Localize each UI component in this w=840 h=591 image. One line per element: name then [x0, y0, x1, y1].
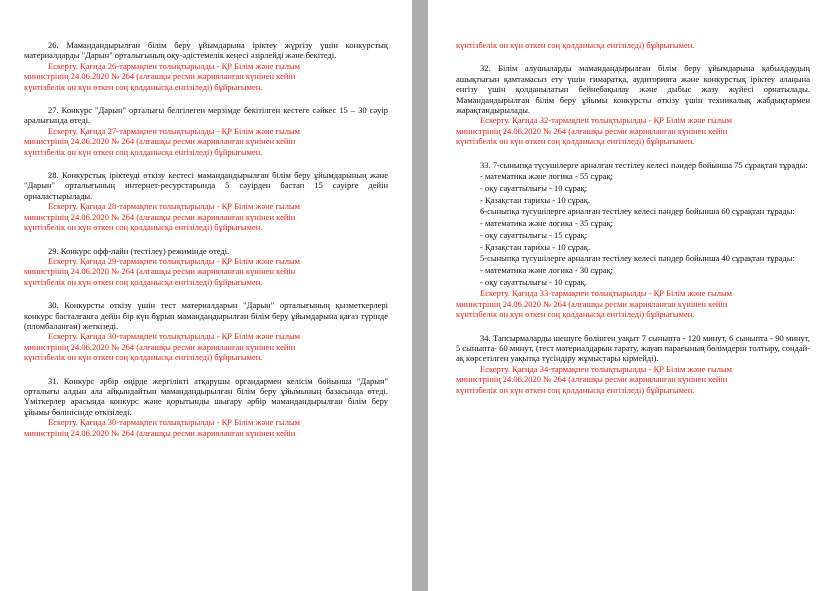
paragraph-text: 26. Мамандандырылған білім беру ұйымдарына іріктеу жүргізу үшін конкурстық материалдарды "Дарын" орталығының оқу-әдістемелік кеңесі әзірлейді және бекітеді.: [24, 40, 388, 61]
note-line: күнтізбелік он күн өткен соң қолданысқа енгізіледі) бұйрығымен.: [456, 384, 695, 395]
note-line: министрінің 24.06.2020 № 264 (алғашқы ресми жарияланған күнінен кейін: [24, 136, 296, 147]
amendment-note: [456, 288, 810, 319]
amendment-note: [24, 201, 388, 232]
right-page: [428, 0, 840, 591]
note-line: Ескерту. Қағида 34-тармақпен толықтырылды - ҚР Білім және ғылым: [480, 363, 733, 374]
note-line: Ескерту. Қағида 26-тармақпен толықтырылды - ҚР Білім және ғылым: [48, 60, 301, 71]
paragraph-text: 6-сыныпқа түсушілерге арналған тестілеу келесі пәндер бойынша 60 сұрақтан тұрады:: [480, 206, 795, 217]
amendment-note: [24, 331, 388, 362]
list-item: - Қазақстан тарихы - 10 сұрақ.: [480, 194, 591, 205]
note-line: күнтізбелік он күн өткен соң қолданысқа енгізіледі) бұйрығымен.: [456, 309, 695, 320]
paragraph-31: [24, 376, 388, 438]
note-line: Ескерту. Қағида 29-тармақпен толықтырылды - ҚР Білім және ғылым: [48, 255, 301, 266]
list-item: - оқу сауаттылығы - 10 сұрақ;: [480, 183, 588, 194]
amendment-note: [24, 126, 388, 157]
paragraph-text: 29. Конкурс офф-лайн (тестілеу) режимінде өтеді.: [48, 245, 230, 256]
amendment-note: [456, 115, 810, 146]
note-line: күнтізбелік он күн өткен соң қолданысқа енгізіледі) бұйрығымен.: [24, 146, 263, 157]
note-line: күнтізбелік он күн өткен соң қолданысқа енгізіледі) бұйрығымен.: [456, 136, 695, 147]
paragraph-text: 34. Тапсырмаларды шешуге бөлінген уақыт 7 сыныпта - 120 минут, 6 сыныпта - 90 минут, 5 сыныпта- 60 минут, (тест материалдарын тарату, жауап парағының бөлімдерін толтыру, сондай-ақ көрсетілген уақытқа түсіндіру жұмыстары кірмейді).: [456, 332, 811, 364]
list-item: - математика және логика - 35 сұрақ;: [480, 218, 613, 229]
paragraph-32: [456, 63, 810, 146]
amendment-note: [456, 364, 810, 395]
amendment-note: [24, 417, 388, 438]
note-line: министрінің 24.06.2020 № 264 (алғашқы ресми жарияланған күнінен кейін: [24, 266, 296, 277]
note-line: күнтізбелік он күн өткен соң қолданысқа енгізіледі) бұйрығымен.: [24, 81, 263, 92]
note-line: министрінің 24.06.2020 № 264 (алғашқы ресми жарияланған күнінен кейін: [24, 211, 296, 222]
paragraph-text: 5-сыныпқа түсушілерге арналған тестілеу келесі пәндер бойынша 40 сұрақтан тұрады:: [480, 253, 795, 264]
carry-over-note: [456, 40, 810, 50]
note-line: министрінің 24.06.2020 № 264 (алғашқы ресми жарияланған күнінен кейін: [24, 341, 296, 352]
list-item: - Қазақстан тарихы - 10 сұрақ.: [480, 241, 591, 252]
note-line: Ескерту. Қағида 32-тармақпен толықтырылды - ҚР Білім және ғылым: [480, 115, 733, 126]
note-line: күнтізбелік он күн өткен соң қолданысқа енгізіледі) бұйрығымен.: [24, 352, 263, 363]
note-line: министрінің 24.06.2020 № 264 (алғашқы ресми жарияланған күнінен кейін: [24, 71, 296, 82]
paragraph-text: 32. Білім алушыларды мамандандырылған білім беру ұйымдарына қабылдаудың ашықтығын қамтамасыз ету үшін ғимаратқа, аудиторияға және конкурстық іріктеу алаңына енгізу үшін қолданылатын бейнебақылау және дыбыс жазу жүйесі орнатылады. Мамандандырылған білім беру ұйымы конкурсты өткізу үшін техникалық жабдықтармен жарақтандырылады.: [456, 63, 810, 116]
note-line: күнтізбелік он күн өткен соң қолданысқа енгізіледі) бұйрығымен.: [456, 40, 695, 50]
paragraph-26: [24, 40, 388, 92]
paragraph-29: [24, 246, 388, 288]
note-line: министрінің 24.06.2020 № 264 (алғашқы ресми жарияланған күнінен кейін: [456, 298, 728, 309]
note-line: Ескерту. Қағида 33-тармақпен толықтырылды - ҚР Білім және ғылым: [480, 288, 733, 299]
paragraph-text: 28. Конкурстық іріктеуді өткізу кестесі мамандандырылған білім беру ұйымдарының және "Дарын" орталығының интернет-ресурстарында 5 сәуірден бастап 15 сәуірге дейін орналастырылады.: [24, 170, 388, 201]
list-item: - оқу сауаттылығы - 10 сұрақ.: [480, 276, 587, 287]
note-line: Ескерту. Қағида 28-тармақпен толықтырылды - ҚР Білім және ғылым: [48, 201, 301, 212]
paragraph-27: [24, 105, 388, 157]
list-item: - математика және логика - 55 сұрақ;: [480, 171, 613, 182]
list-item: - математика және логика - 30 сұрақ;: [480, 264, 613, 275]
left-page: [0, 0, 412, 591]
note-line: күнтізбелік он күн өткен соң қолданысқа енгізіледі) бұйрығымен.: [24, 276, 263, 287]
paragraph-30: [24, 300, 388, 362]
paragraph-text: 27. Конкурс "Дарын" орталығы белгілеген мерзімде бекітілген кестеге сәйкес 15 – 30 сәуір аралығында өтеді.: [24, 105, 388, 126]
note-line: министрінің 24.06.2020 № 264 (алғашқы ресми жарияланған күнінен кейін: [24, 427, 296, 438]
note-line: күнтізбелік он күн өткен соң қолданысқа енгізіледі) бұйрығымен.: [24, 222, 263, 233]
paragraph-text: 30. Конкурсты өткізу үшін тест материалдарын "Дарын" орталығының қызметкерлері конкурс басталғанға дейін бір күн бұрын мамандандырылған білім беру ұйымдарына қағаз түрінде (пломбаланған) жеткізеді.: [24, 300, 388, 331]
note-line: министрінің 24.06.2020 № 264 (алғашқы ресми жарияланған күнінен кейін: [456, 374, 728, 385]
amendment-note: [24, 256, 388, 287]
paragraph-text: 31. Конкурс әрбір өңірде жергілікті атқарушы органдармен келісім бойынша "Дарын" орталығы алдын ала айқындайтын мамандандырылған білім беру ұйымының базасында өтеді. Үміткерлер арасында конкурс және қорытынды шығару әрбір мамандандырылған білім беру ұйымы бөлінісінде өткізіледі.: [24, 375, 388, 417]
paragraph-text: 33. 7-сыныпқа түсушілерге арналған тестілеу келесі пәндер бойынша 75 сұрақтан тұрады:: [480, 159, 808, 170]
note-line: Ескерту. Қағида 30-тармақпен толықтырылды - ҚР Білім және ғылым: [48, 417, 301, 428]
paragraph-28: [24, 170, 388, 232]
paragraph-33: [456, 160, 810, 320]
note-line: министрінің 24.06.2020 № 264 (алғашқы ресми жарияланған күнінен кейін: [456, 125, 728, 136]
note-line: Ескерту. Қағида 27-тармақпен толықтырылды - ҚР Білім және ғылым: [48, 125, 301, 136]
note-line: Ескерту. Қағида 30-тармақпен толықтырылды - ҚР Білім және ғылым: [48, 331, 301, 342]
amendment-note: [24, 61, 388, 92]
list-item: - оқу сауаттылығы - 15 сұрақ;: [480, 229, 588, 240]
paragraph-34: [456, 333, 810, 395]
